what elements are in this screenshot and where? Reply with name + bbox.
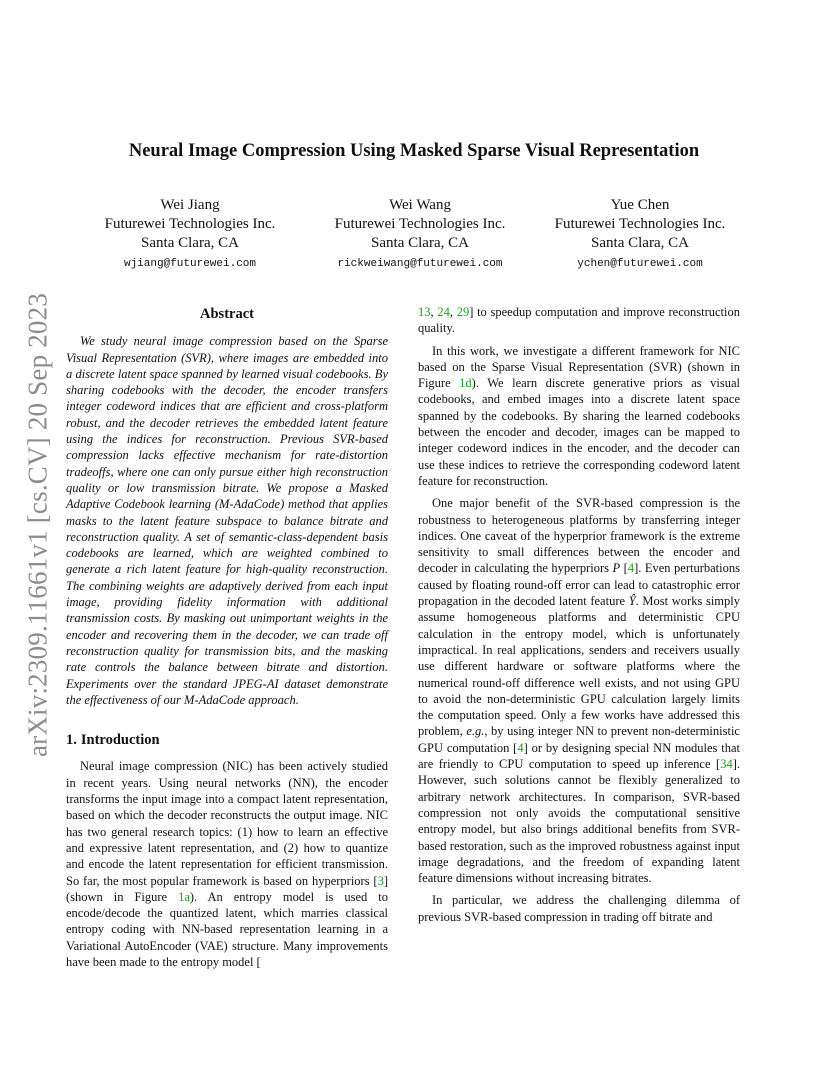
- text-run: ] or by designing special NN modules that are friendly to CPU computation to speed up inference [: [418, 740, 740, 772]
- intro-paragraph-2: [418, 343, 740, 490]
- text-run: ). An entropy model is used to encode/decode the quantized latent, which marries classical entropy coding with NN-based representation learning in a Variational AutoEncoder (VAE) structure. Many improvements have been made to the entropy model [: [66, 889, 388, 969]
- intro-paragraph-3: [418, 495, 740, 886]
- text-run: ). We learn discrete generative priors as visual codebooks, and embed images into a discrete latent space spanned by the codebooks. By sharing the learned codebooks between the encoder and decoder, images can be mapped to integer codeword indices in the encoder, and the decoder can use these indices to retrieve the corresponding codeword latent feature for reconstruction.: [418, 376, 740, 488]
- arxiv-id: arXiv:2309.11661v1 [cs.CV] 20 Sep 2023: [22, 292, 53, 758]
- text-run: ] (shown in Figure: [66, 873, 388, 904]
- citation-link[interactable]: 4: [627, 561, 635, 576]
- text-run: One major benefit of the SVR-based compression is the robustness to heterogeneous platforms by transferring integer indices. One caveat of the hyperprior framework is the extreme sensitivity to small differences between the encoder and decoder in calculating the hyperpriors: [418, 496, 740, 576]
- right-column: [418, 304, 740, 925]
- intro-paragraph-4: [418, 892, 740, 925]
- author-affiliation: Futurewei Technologies Inc.: [554, 216, 726, 232]
- abstract-heading: Abstract: [200, 306, 254, 322]
- citation-link[interactable]: 29: [456, 305, 470, 319]
- citation-link[interactable]: 24: [437, 305, 450, 319]
- author-2: [310, 196, 530, 271]
- text-run: ]. However, such solutions cannot be flexibly generalized to arbitrary network architectures. In comparison, SVR-based compression not only avoids the computational sensitive entropy model, but also brings additional benefits from SVR-based restoration, such as the improved robustness against input image degradations, and the freedom of expanding latent feature dimensions without increasing bitrates.: [418, 757, 740, 886]
- author-name: Wei Jiang: [160, 197, 220, 213]
- abstract-text: We study neural image compression based on the Sparse Visual Representation (SVR), where images are embedded into a discrete latent space spanned by learned visual codebooks. By sharing codebooks with the decoder, the encoder transfers integer codeword indices that are efficient and cross-platform robust, and the decoder retrieves the embedded latent feature using the indices for reconstruction. Previous SVR-based compression lacks effective mechanism for rate-distortion tradeoffs, where one can only pursue either high reconstruction quality or low transmission bitrate. We propose a Masked Adaptive Codebook learning (M-AdaCode) method that applies masks to the latent feature subspace to balance bitrate and reconstruction quality. A set of semantic-class-dependent basis codebooks are learned, which are weighted combined to generate a rich latent feature for high-quality reconstruction. The combining weights are adaptively derived from each input image, providing fidelity information with additional transmission costs. By masking out unimportant weights in the encoder and recovering them in the decoder, we can trade off reconstruction quality for transmission bits, and the masking rate controls the balance between bitrate and distortion. Experiments over the standard JPEG-AI dataset demonstrate the effectiveness of our M-AdaCode approach.: [66, 334, 388, 707]
- paper-title: Neural Image Compression Using Masked Sparse Visual Representation: [128, 141, 700, 161]
- author-3: [530, 196, 750, 271]
- author-location: Santa Clara, CA: [371, 235, 469, 251]
- text-run: Neural image compression (NIC) has been actively studied in recent years. Using neural networks (NN), the encoder transforms the input image into a compact latent representation, based on which the decoder reconstructs the output image. NIC has two general research topics: (1) how to learn an effective and expressive latent representation, and (2) how to quantize and encode the latent representation for efficient transmission. So far, the most popular framework is based on hyperpriors [: [66, 759, 388, 888]
- author-block: [80, 196, 760, 276]
- citation-link[interactable]: 3: [377, 873, 384, 888]
- math-symbol: Ŷ: [628, 594, 636, 609]
- author-name: Yue Chen: [610, 197, 670, 213]
- text-run: In particular, we address the challenging dilemma of previous SVR-based compression in trading off bitrate and: [418, 893, 740, 924]
- author-email: rickweiwang@futurewei.com: [337, 258, 503, 270]
- text-run: , by using integer NN to prevent non-deterministic GPU computation [: [418, 724, 740, 755]
- text-run: ,: [430, 305, 438, 319]
- section-title: Introduction: [80, 732, 160, 749]
- author-affiliation: Futurewei Technologies Inc.: [104, 216, 276, 232]
- left-column: [66, 306, 388, 970]
- text-run: ,: [449, 305, 457, 319]
- author-name: Wei Wang: [389, 197, 451, 213]
- text-run: ] to speedup computation and improve reconstruction quality.: [418, 305, 741, 336]
- citation-link[interactable]: 34: [720, 757, 733, 772]
- intro-paragraph-1-continued: [418, 304, 740, 337]
- citation-link[interactable]: 13: [418, 305, 431, 319]
- introduction-heading: [66, 732, 388, 748]
- author-email: ychen@futurewei.com: [577, 258, 703, 270]
- citation-link[interactable]: 4: [517, 740, 524, 755]
- figure-link[interactable]: 1d: [459, 376, 472, 391]
- author-location: Santa Clara, CA: [141, 235, 239, 251]
- author-1: [80, 196, 300, 271]
- text-run: ]. Even perturbations caused by floating round-off error can lead to catastrophic error propagation in the decoded latent feature: [418, 561, 740, 609]
- author-affiliation: Futurewei Technologies Inc.: [334, 216, 506, 232]
- math-symbol: P: [612, 561, 621, 576]
- section-number: 1.: [66, 732, 77, 749]
- author-location: Santa Clara, CA: [591, 235, 689, 251]
- author-email: wjiang@futurewei.com: [123, 258, 257, 270]
- arxiv-identifier-stamp: [22, 290, 54, 760]
- emphasis-text: e.g.: [466, 724, 485, 739]
- intro-paragraph-1: [66, 758, 388, 970]
- text-run: [: [620, 561, 628, 576]
- text-run: In this work, we investigate a different framework for NIC based on the Sparse Visual Representation (SVR) (shown in Figure: [418, 343, 740, 391]
- text-run: . Most works simply assume homogeneous platforms and deterministic CPU calculation in the entropy model, which is unfortunately impractical. In real applications, senders and receivers usually use different hardware or software platforms where the numerical round-off difference well exists, and not using GPU to avoid the non-deterministic GPU calculation largely limits the computation speed. Only a few works have addressed this problem,: [418, 594, 740, 739]
- figure-link[interactable]: 1a: [178, 889, 190, 904]
